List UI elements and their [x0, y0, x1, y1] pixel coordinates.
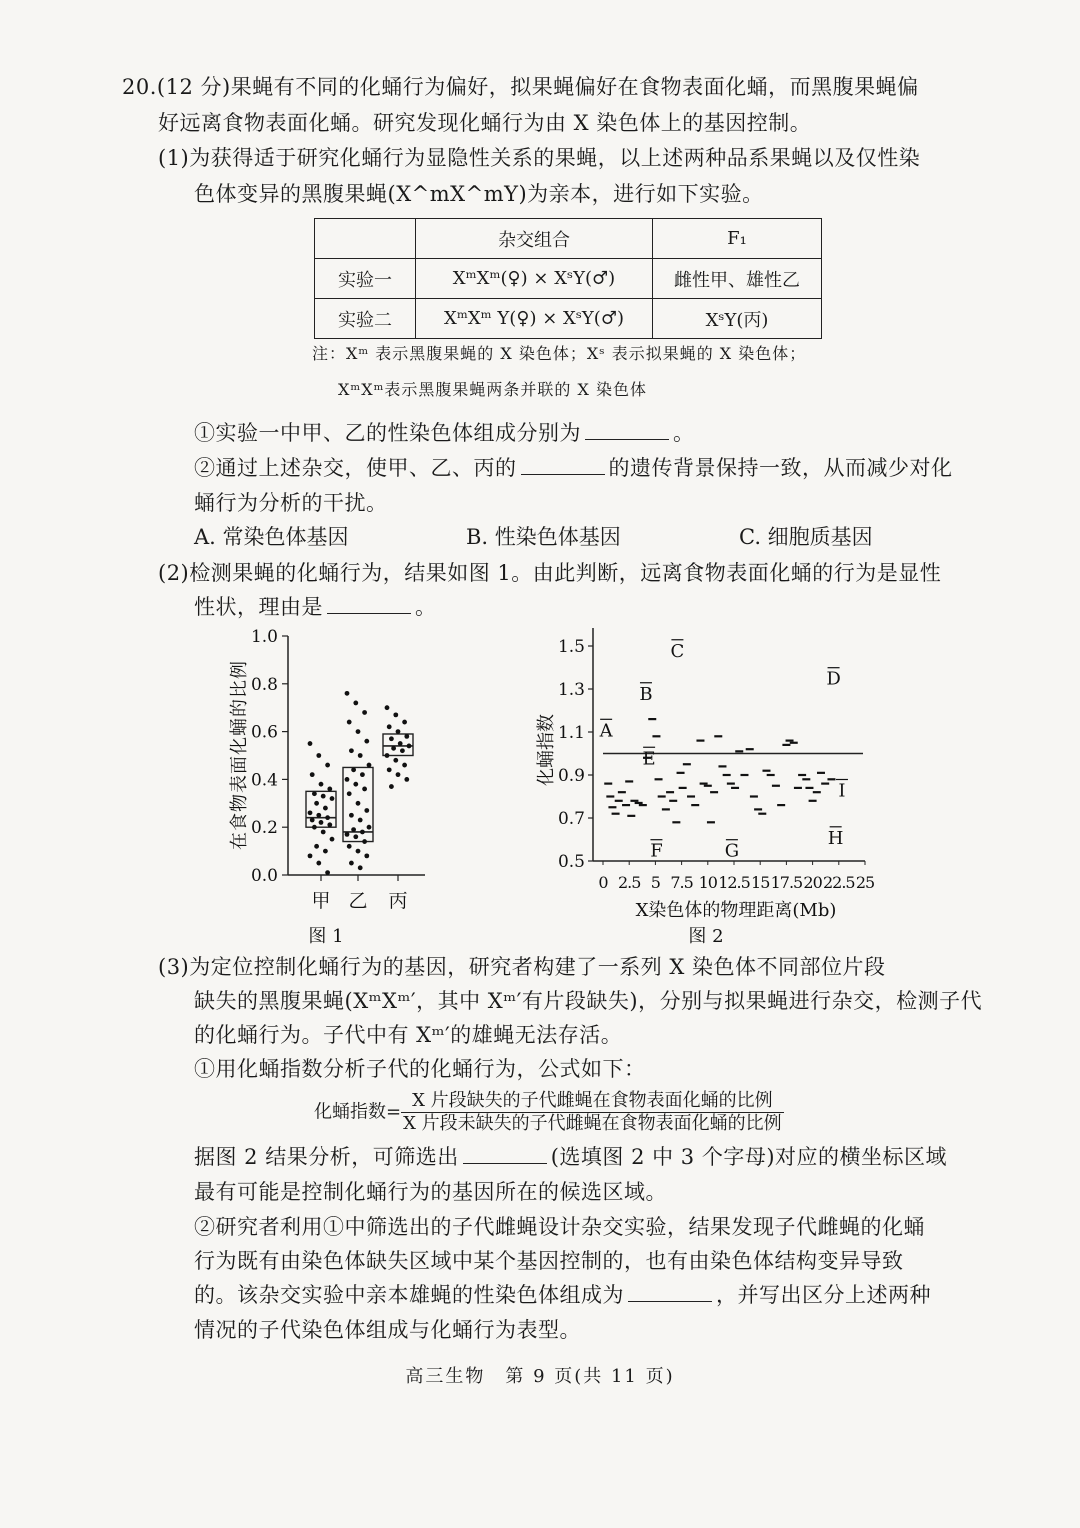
y-tick-label: 1.5 — [557, 637, 585, 657]
table-row: 实验一 XᵐXᵐ(♀) × XˢY(♂) 雌性甲、雄性乙 — [315, 259, 822, 299]
x-tick-label: 20 — [803, 873, 822, 892]
y-tick-label: 1.3 — [557, 680, 585, 700]
figure-caption: 图 2 — [688, 926, 724, 947]
question-stem-line2: 好远离食物表面化蛹。研究发现化蛹行为由 X 染色体上的基因控制。 — [158, 111, 812, 135]
region-label-D: D — [826, 668, 841, 690]
part2-line1: (2)检测果蝇的化蛹行为，结果如图 1。由此判断，远离食物表面化蛹的行为是显性 — [158, 561, 942, 585]
y-tick-label: 1.1 — [557, 723, 585, 743]
y-tick-label: 0.4 — [250, 770, 278, 791]
formula-numerator: X 片段缺失的子代雌蝇在食物表面化蛹的比例 — [401, 1090, 784, 1113]
table-header-row: 杂交组合 F₁ — [315, 219, 822, 259]
y-tick-label: 0.2 — [250, 818, 278, 839]
region-label-H: H — [827, 827, 844, 849]
answer-blank[interactable] — [463, 1141, 547, 1164]
part3-question2-cont: 行为既有由染色体缺失区域中某个基因控制的，也有由染色体结构变异导致 — [194, 1249, 904, 1273]
question-stem-line1: 20.(12 分)果蝇有不同的化蛹行为偏好，拟果蝇偏好在食物表面化蛹，而黑腹果蝇偏 — [122, 75, 919, 99]
x-tick-label: 甲 — [311, 890, 331, 912]
formula — [314, 1090, 784, 1135]
table-note-line1: 注：Xᵐ 表示黑腹果蝇的 X 染色体；Xˢ 表示拟果蝇的 X 染色体； — [312, 344, 807, 363]
y-tick-label: 0.5 — [557, 852, 585, 872]
answer-blank[interactable] — [628, 1279, 712, 1302]
figure-caption: 图 1 — [308, 926, 344, 947]
region-label-E: E — [642, 748, 656, 770]
x-tick-label: 2.5 — [617, 873, 641, 892]
part1-line2: 色体变异的黑腹果蝇(X^mX^mY)为亲本，进行如下实验。 — [194, 182, 764, 206]
part3-question2-cont2: 的。该杂交实验中亲本雄蝇的性染色体组成为 ，并写出区分上述两种 — [194, 1278, 931, 1312]
part1-question2-cont: 蛹行为分析的干扰。 — [194, 491, 388, 515]
y-axis-label: 化蛹指数 — [536, 714, 557, 786]
x-tick-label: 15 — [751, 873, 770, 892]
part1-question2: ②通过上述杂交，使甲、乙、丙的 的遗传背景保持一致，从而减少对化 — [194, 451, 953, 485]
page-footer: 高三生物 第 9 页(共 11 页) — [405, 1366, 675, 1387]
x-tick-label: 25 — [855, 873, 875, 892]
region-label-F: F — [650, 840, 663, 862]
part3-question2-cont3: 情况的子代染色体组成与化蛹行为表型。 — [194, 1318, 581, 1342]
y-axis-label: 在食物表面化蛹的比例 — [229, 660, 250, 850]
y-tick-label: 0.7 — [557, 809, 585, 829]
part3-line1: (3)为定位控制化蛹行为的基因，研究者构建了一系列 X 染色体不同部位片段 — [158, 955, 886, 979]
formula-denominator: X 片段未缺失的子代雌蝇在食物表面化蛹的比例 — [403, 1113, 782, 1134]
x-axis-label: X染色体的物理距离(Mb) — [635, 900, 837, 921]
x-tick-label: 丙 — [388, 890, 408, 912]
part3-line2: 缺失的黑腹果蝇(XᵐXᵐ′，其中 Xᵐ′有片段缺失)，分别与拟果蝇进行杂交，检测子代 — [194, 989, 983, 1013]
y-tick-label: 0.6 — [250, 722, 278, 743]
part3-line3: 的化蛹行为。子代中有 Xᵐ′的雄蝇无法存活。 — [194, 1023, 623, 1047]
region-label-I: I — [838, 780, 846, 802]
part2-line2: 性状，理由是 。 — [194, 590, 437, 624]
x-tick-label: 7.5 — [670, 873, 693, 892]
y-tick-label: 0.9 — [557, 766, 585, 786]
region-label-G: G — [724, 840, 740, 862]
question-number: 20. — [122, 75, 157, 99]
option-a: A. 常染色体基因 — [194, 525, 349, 549]
x-tick-label: 10 — [698, 873, 717, 892]
part3-question1-cont2: 最有可能是控制化蛹行为的基因所在的候选区域。 — [194, 1180, 667, 1204]
formula-label: 化蛹指数= — [314, 1101, 402, 1123]
region-label-B: B — [639, 683, 653, 705]
y-tick-label: 0.8 — [250, 674, 278, 695]
formula-fraction — [401, 1090, 784, 1135]
x-tick-label: 乙 — [348, 890, 368, 912]
x-tick-label: 17.5 — [770, 873, 803, 892]
table-note-line2: XᵐXᵐ表示黑腹果蝇两条并联的 X 染色体 — [338, 380, 647, 399]
part3-question2: ②研究者利用①中筛选出的子代雌蝇设计杂交实验，结果发现子代雌蝇的化蛹 — [194, 1215, 925, 1239]
x-tick-label: 12.5 — [718, 873, 750, 892]
region-label-A: A — [599, 720, 613, 742]
y-tick-label: 0.0 — [250, 866, 278, 886]
region-label-C: C — [670, 640, 685, 662]
part3-question1-cont: 据图 2 结果分析，可筛选出 (选填图 2 中 3 个字母)对应的横坐标区域 — [194, 1140, 947, 1174]
table-row: 实验二 XᵐXᵐ Y(♀) × XˢY(♂) XˢY(丙) — [315, 299, 822, 339]
part3-question1: ①用化蛹指数分析子代的化蛹行为，公式如下： — [194, 1057, 646, 1081]
option-b: B. 性染色体基因 — [466, 525, 621, 549]
x-tick-label: 22.5 — [822, 873, 855, 892]
part1-line1: (1)为获得适于研究化蛹行为显隐性关系的果蝇，以上述两种品系果蝇以及仅性染 — [158, 146, 921, 170]
x-tick-label: 5 — [650, 873, 660, 892]
option-c: C. 细胞质基因 — [739, 525, 873, 549]
y-tick-label: 1.0 — [250, 627, 278, 647]
x-tick-label: 0 — [598, 873, 608, 892]
part1-question1: ①实验一中甲、乙的性染色体组成分别为 。 — [194, 416, 695, 450]
